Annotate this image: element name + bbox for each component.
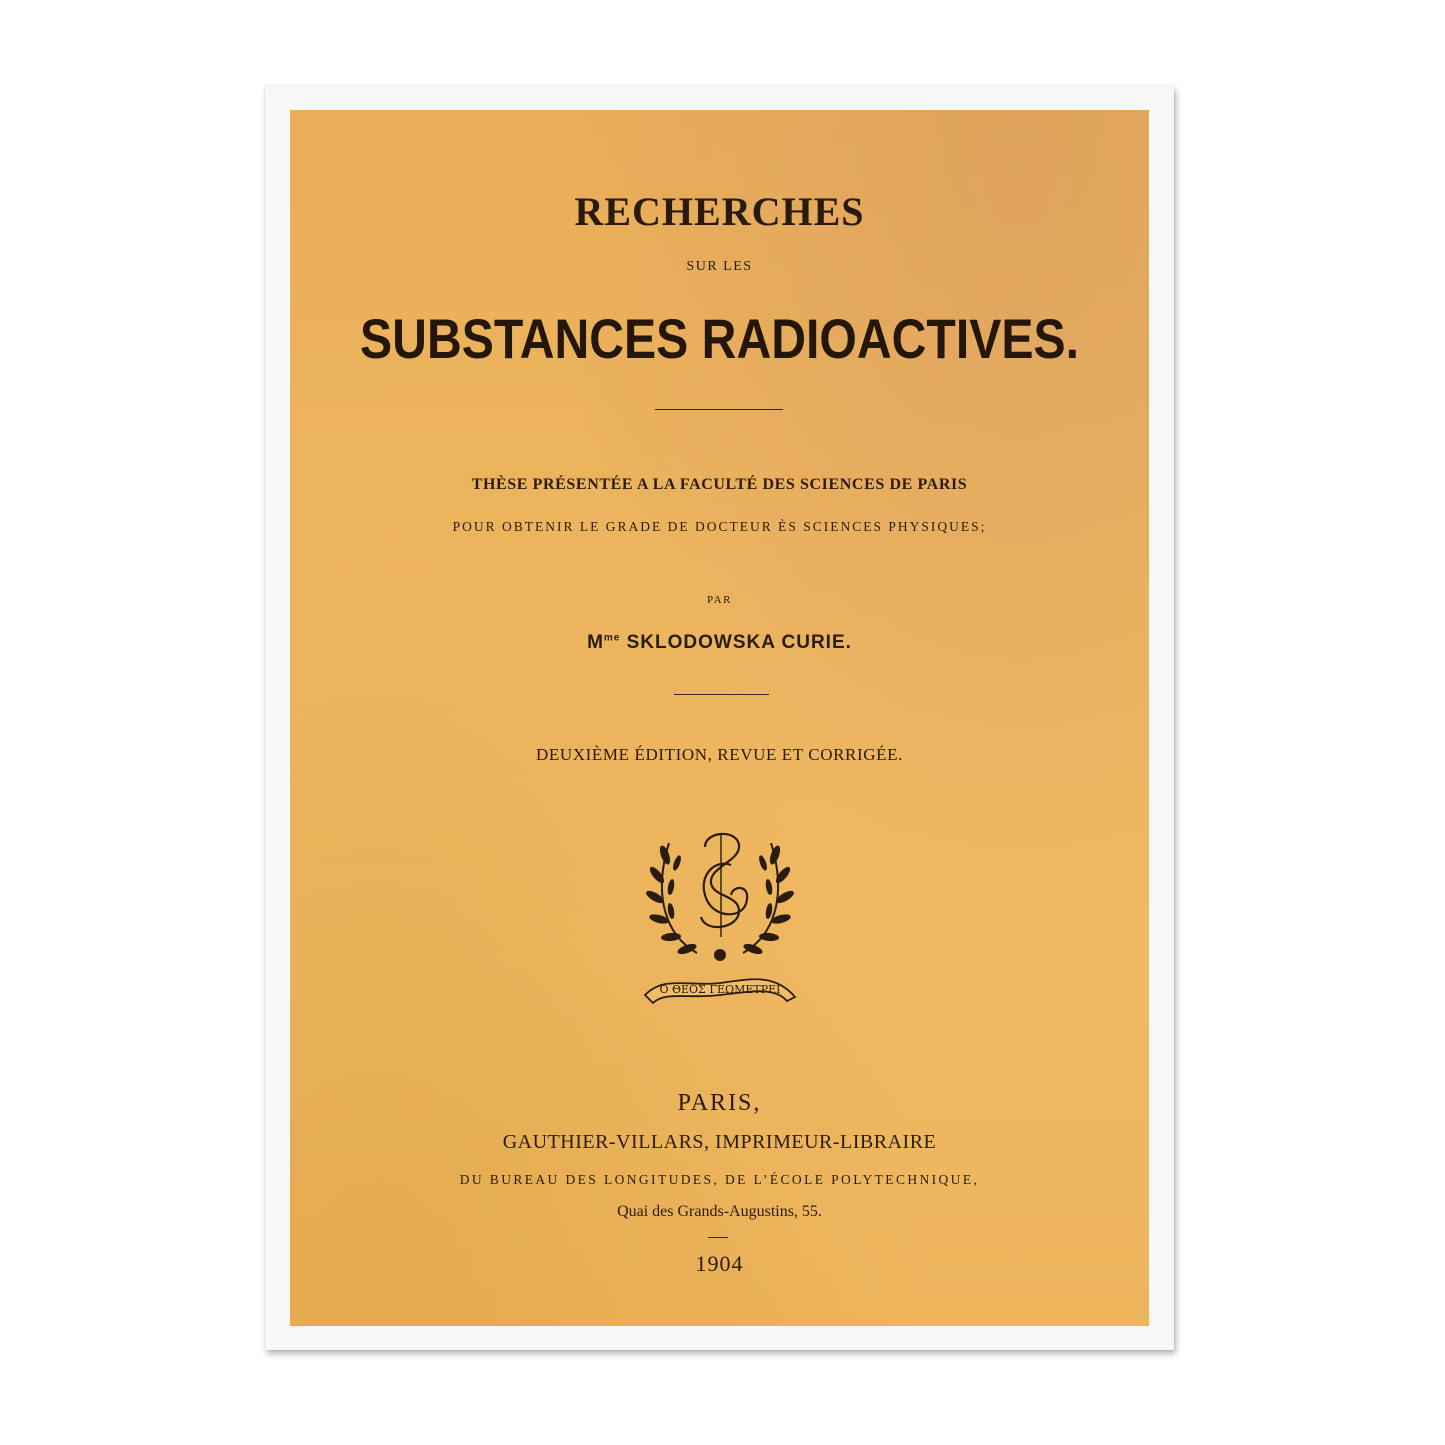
divider-rule [708,1237,728,1238]
title-subject: SUBSTANCES RADIOACTIVES. [360,307,1079,370]
author-prefix-sup: me [603,632,621,644]
title-connector: SUR LES [686,259,753,274]
thesis-line-1: THÈSE PRÉSENTÉE A LA FACULTÉ DES SCIENCES DE PARIS [471,476,968,493]
edition-note: DEUXIÈME ÉDITION, REVUE ET CORRIGÉE. [536,745,903,764]
imprint-publisher: GAUTHIER-VILLARS, IMPRIMEUR-LIBRAIRE [502,1131,937,1153]
author [290,632,1149,654]
author-name: SKLODOWSKA CURIE. [620,632,852,653]
emblem-motto: Ο ΘΕΟΣ ΓΕΩΜΕΤΡΕΙ [659,983,781,996]
by-label: PAR [707,594,732,606]
title-page [290,110,1149,1326]
imprint-year: 1904 [695,1251,744,1276]
divider-rule [674,694,769,695]
title-main: RECHERCHES [574,189,865,234]
imprint-address: Quai des Grands-Augustins, 55. [617,1203,822,1220]
imprint-bureau: DU BUREAU DES LONGITUDES, DE L’ÉCOLE POLYTECHNIQUE, [459,1172,980,1187]
divider-rule [655,409,783,410]
author-prefix: M [587,632,604,653]
publisher-emblem [635,825,805,1010]
thesis-line-2: POUR OBTENIR LE GRADE DE DOCTEUR ÈS SCIENCES PHYSIQUES; [452,519,987,534]
imprint-city: PARIS, [677,1090,762,1116]
